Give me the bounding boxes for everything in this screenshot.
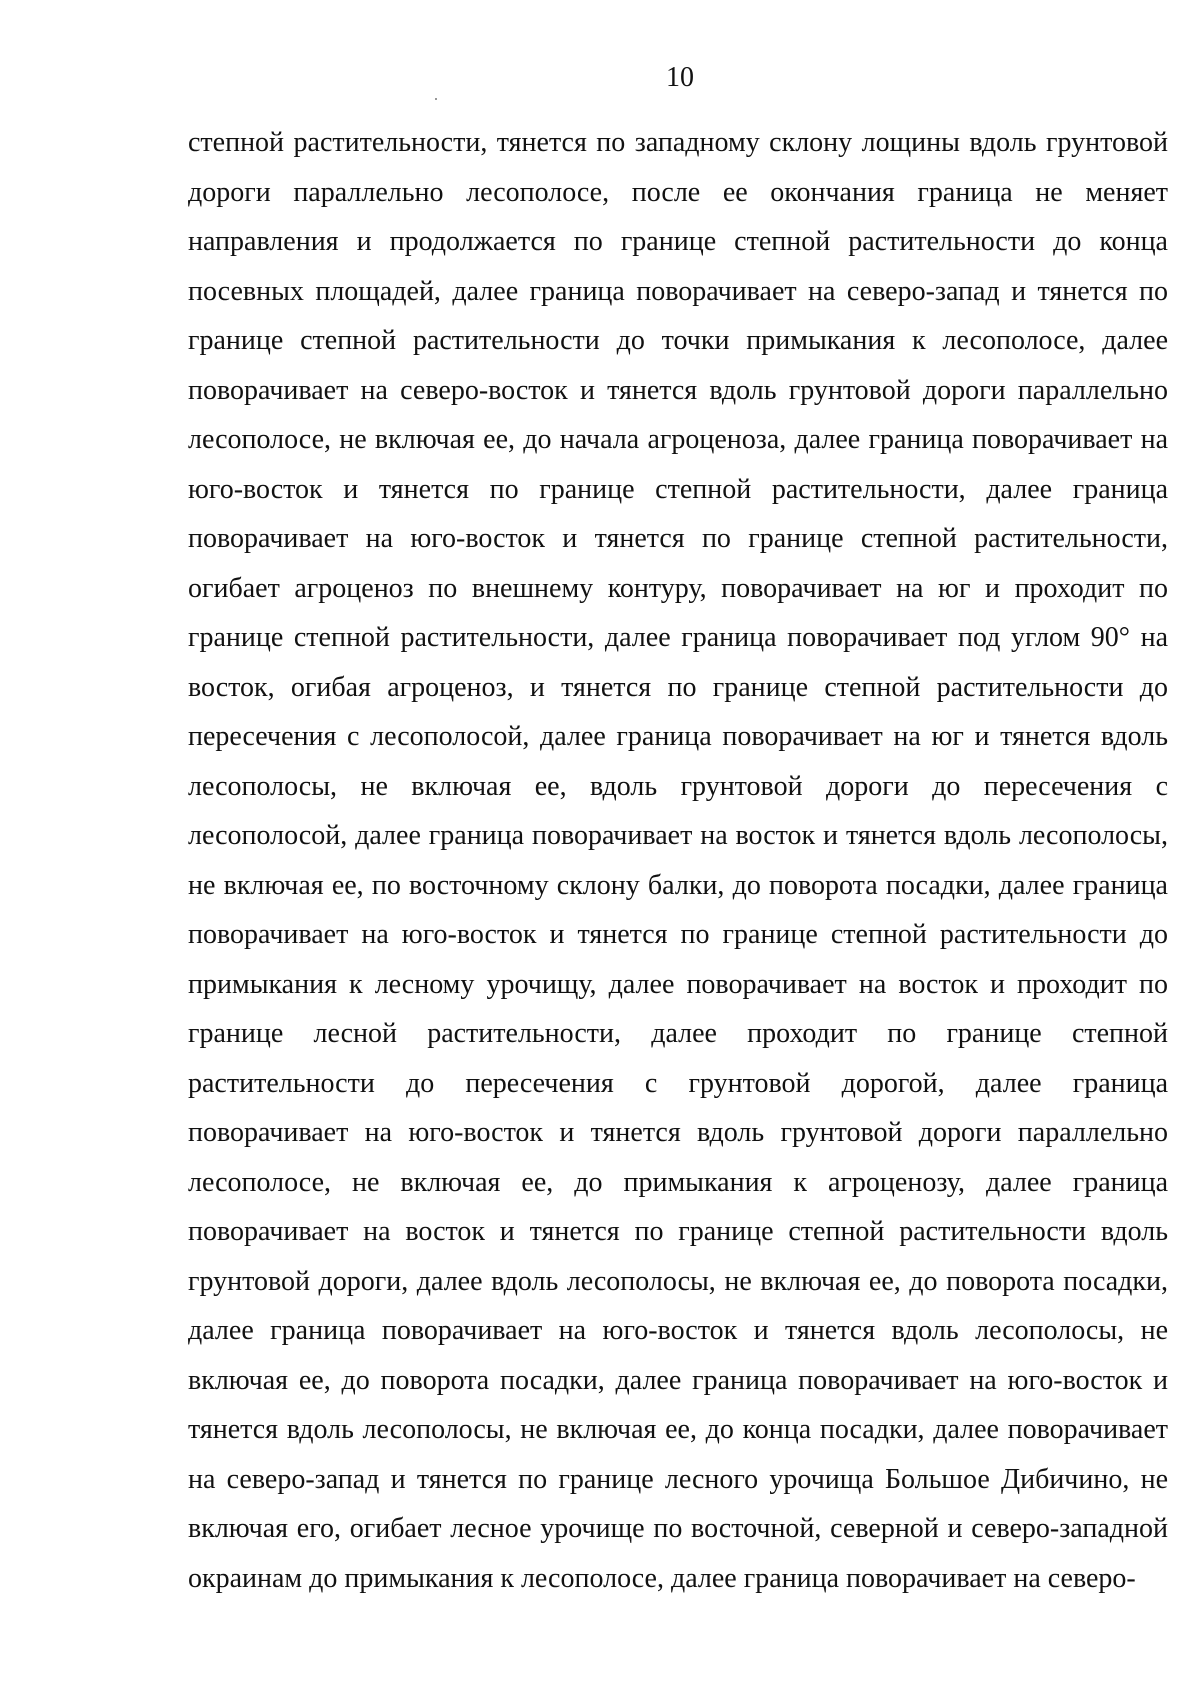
text-line: границе степной растительности, далее граница поворачивает под углом 90° на bbox=[188, 622, 1168, 653]
text-line: направления и продолжается по границе степной растительности до конца bbox=[188, 226, 1168, 257]
text-line: далее граница поворачивает на юго-восток и тянется вдоль лесополосы, не bbox=[188, 1315, 1168, 1346]
text-line: пересечения с лесополосой, далее граница поворачивает на юг и тянется вдоль bbox=[188, 721, 1168, 752]
text-line: примыкания к лесному урочищу, далее поворачивает на восток и проходит по bbox=[188, 968, 1168, 1000]
text-line: включая его, огибает лесное урочище по восточной, северной и северо-западной bbox=[188, 1513, 1168, 1544]
text-line: поворачивает на северо-восток и тянется вдоль грунтовой дороги параллельно bbox=[188, 374, 1168, 406]
text-line: грунтовой дороги, далее вдоль лесополосы, не включая ее, до поворота посадки, bbox=[188, 1265, 1168, 1297]
text-line: тянется вдоль лесополосы, не включая ее, до конца посадки, далее поворачивает bbox=[188, 1414, 1168, 1445]
text-line: восток, огибая агроценоз, и тянется по границе степной растительности до bbox=[188, 671, 1168, 703]
text-line: лесополосе, не включая ее, до начала агроценоза, далее граница поворачивает на bbox=[188, 424, 1168, 455]
page-number: 10 bbox=[666, 62, 694, 93]
text-line: посевных площадей, далее граница поворачивает на северо-запад и тянется по bbox=[188, 275, 1168, 307]
text-line: поворачивает на юго-восток и тянется вдоль грунтовой дороги параллельно bbox=[188, 1117, 1168, 1148]
text-line: на северо-запад и тянется по границе лесного урочища Большое Дибичино, не bbox=[188, 1463, 1168, 1495]
text-line: включая ее, до поворота посадки, далее граница поворачивает на юго-восток и bbox=[188, 1364, 1168, 1396]
text-line: дороги параллельно лесополосе, после ее окончания граница не меняет bbox=[188, 176, 1168, 208]
text-line: огибает агроценоз по внешнему контуру, поворачивает на юг и проходит по bbox=[188, 572, 1168, 604]
scan-speck bbox=[435, 98, 437, 100]
text-line: границе степной растительности до точки примыкания к лесополосе, далее bbox=[188, 325, 1168, 356]
body-text bbox=[188, 118, 1168, 1603]
text-line: юго-восток и тянется по границе степной растительности, далее граница bbox=[188, 473, 1168, 505]
text-line: лесополосы, не включая ее, вдоль грунтовой дороги до пересечения с bbox=[188, 770, 1168, 802]
text-line: поворачивает на юго-восток и тянется по границе степной растительности, bbox=[188, 523, 1168, 554]
text-line: границе лесной растительности, далее проходит по границе степной bbox=[188, 1018, 1168, 1049]
text-line: степной растительности, тянется по западному склону лощины вдоль грунтовой bbox=[188, 127, 1168, 158]
text-line: поворачивает на восток и тянется по границе степной растительности вдоль bbox=[188, 1216, 1168, 1247]
text-line: окраинам до примыкания к лесополосе, далее граница поворачивает на северо- bbox=[188, 1562, 1136, 1594]
text-line: лесополосе, не включая ее, до примыкания к агроценозу, далее граница bbox=[188, 1166, 1168, 1198]
text-line: лесополосой, далее граница поворачивает на восток и тянется вдоль лесополосы, bbox=[188, 820, 1168, 851]
text-line: растительности до пересечения с грунтовой дорогой, далее граница bbox=[188, 1067, 1168, 1099]
text-line: не включая ее, по восточному склону балки, до поворота посадки, далее граница bbox=[188, 869, 1168, 901]
text-line: поворачивает на юго-восток и тянется по границе степной растительности до bbox=[188, 919, 1168, 950]
